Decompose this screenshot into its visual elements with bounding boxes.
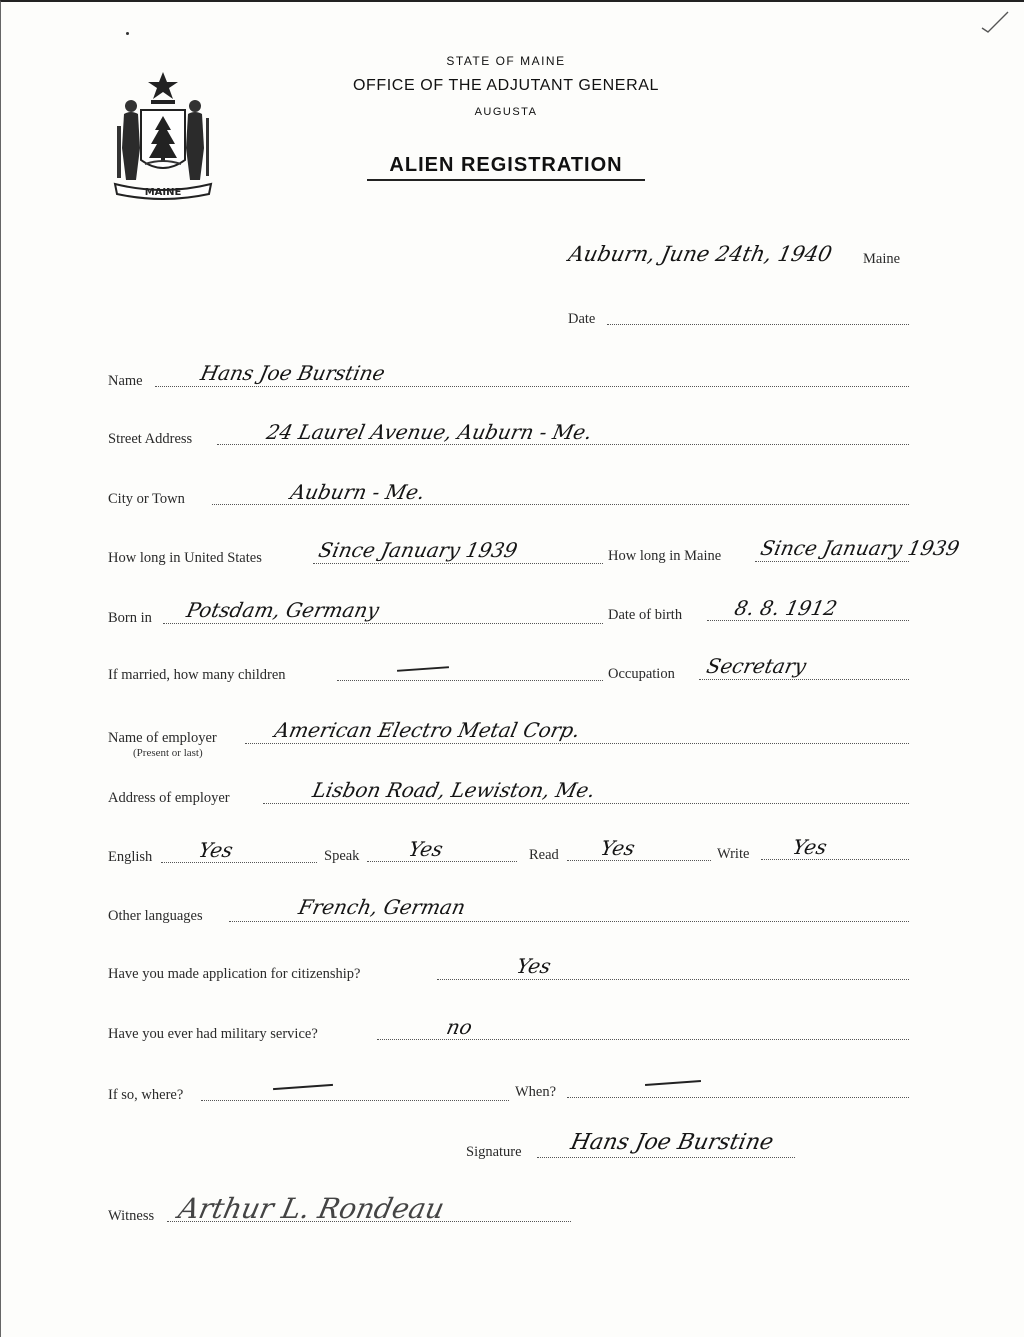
write-label: Write	[717, 846, 750, 862]
other-languages-label: Other languages	[108, 908, 203, 924]
citizenship-line	[437, 979, 909, 980]
english-line	[161, 862, 317, 863]
signature-label: Signature	[466, 1144, 522, 1160]
born-in-line	[163, 623, 603, 624]
write-line	[761, 859, 909, 860]
employer-address-value[interactable]: Lisbon Road, Lewiston, Me.	[310, 778, 598, 802]
date-label: Date	[568, 311, 596, 327]
employer-line	[245, 743, 909, 744]
write-value[interactable]: Yes	[790, 835, 830, 859]
state-seal-icon	[111, 68, 215, 200]
form-title: ALIEN REGISTRATION	[389, 154, 623, 176]
employer-address-line	[263, 803, 909, 804]
read-line	[567, 860, 711, 861]
military-service-line	[377, 1039, 909, 1040]
children-label: If married, how many children	[108, 667, 286, 683]
how-long-us-label: How long in United States	[108, 550, 262, 566]
english-value[interactable]: Yes	[196, 838, 236, 862]
header-office: OFFICE OF THE ADJUTANT GENERAL	[352, 77, 660, 94]
when-dash	[645, 1080, 701, 1086]
occupation-label: Occupation	[608, 666, 675, 682]
how-long-us-line	[313, 563, 603, 564]
street-address-line	[217, 444, 909, 445]
city-value[interactable]: Auburn - Me.	[288, 480, 428, 504]
military-service-label: Have you ever had military service?	[108, 1026, 318, 1042]
occupation-line	[699, 679, 909, 680]
born-in-label: Born in	[108, 610, 152, 626]
name-line	[155, 386, 909, 387]
children-dash	[397, 666, 449, 672]
children-line	[337, 680, 603, 681]
where-dash	[273, 1084, 333, 1090]
name-label: Name	[108, 373, 143, 389]
witness-value[interactable]: Arthur L. Rondeau	[175, 1192, 448, 1225]
where-line	[201, 1100, 509, 1101]
city-line	[212, 504, 909, 505]
date-of-birth-label: Date of birth	[608, 607, 683, 623]
check-mark-icon	[978, 6, 1012, 36]
place-date-handwritten: Auburn, June 24th, 1940	[566, 242, 835, 266]
employer-label: Name of employer	[108, 730, 217, 746]
citizenship-label: Have you made application for citizenship?	[108, 966, 361, 982]
name-value[interactable]: Hans Joe Burstine	[198, 361, 388, 385]
seal-ribbon-text: MAINE	[144, 187, 182, 198]
stray-dot	[126, 32, 129, 35]
how-long-maine-value[interactable]: Since January 1939	[758, 536, 962, 560]
header-city: AUGUSTA	[474, 106, 538, 118]
speak-value[interactable]: Yes	[406, 837, 446, 861]
how-long-us-value[interactable]: Since January 1939	[316, 538, 520, 562]
place-suffix: Maine	[863, 251, 901, 267]
english-label: English	[108, 849, 153, 865]
date-of-birth-value[interactable]: 8. 8. 1912	[732, 596, 840, 620]
where-label: If so, where?	[108, 1087, 184, 1103]
header-state: STATE OF MAINE	[446, 54, 566, 68]
employer-address-label: Address of employer	[108, 790, 230, 806]
read-value[interactable]: Yes	[598, 836, 638, 860]
employer-sublabel: (Present or last)	[133, 747, 203, 759]
other-languages-line	[229, 921, 909, 922]
date-of-birth-line	[707, 620, 909, 621]
occupation-value[interactable]: Secretary	[704, 654, 809, 678]
how-long-maine-line	[755, 561, 909, 562]
street-address-label: Street Address	[108, 431, 193, 447]
military-service-value[interactable]: no	[444, 1015, 475, 1039]
city-label: City or Town	[108, 491, 185, 507]
speak-label: Speak	[324, 848, 360, 864]
witness-label: Witness	[108, 1208, 155, 1224]
signature-value[interactable]: Hans Joe Burstine	[568, 1130, 776, 1155]
when-label: When?	[515, 1084, 557, 1100]
date-line	[607, 324, 909, 325]
employer-value[interactable]: American Electro Metal Corp.	[272, 718, 583, 742]
how-long-maine-label: How long in Maine	[608, 548, 722, 564]
signature-line	[537, 1157, 795, 1158]
street-address-value[interactable]: 24 Laurel Avenue, Auburn - Me.	[264, 420, 595, 444]
when-line	[567, 1097, 909, 1098]
speak-line	[367, 861, 517, 862]
citizenship-value[interactable]: Yes	[514, 954, 554, 978]
title-underline	[367, 179, 645, 181]
born-in-value[interactable]: Potsdam, Germany	[184, 598, 382, 622]
other-languages-value[interactable]: French, German	[296, 895, 468, 919]
read-label: Read	[529, 847, 559, 863]
